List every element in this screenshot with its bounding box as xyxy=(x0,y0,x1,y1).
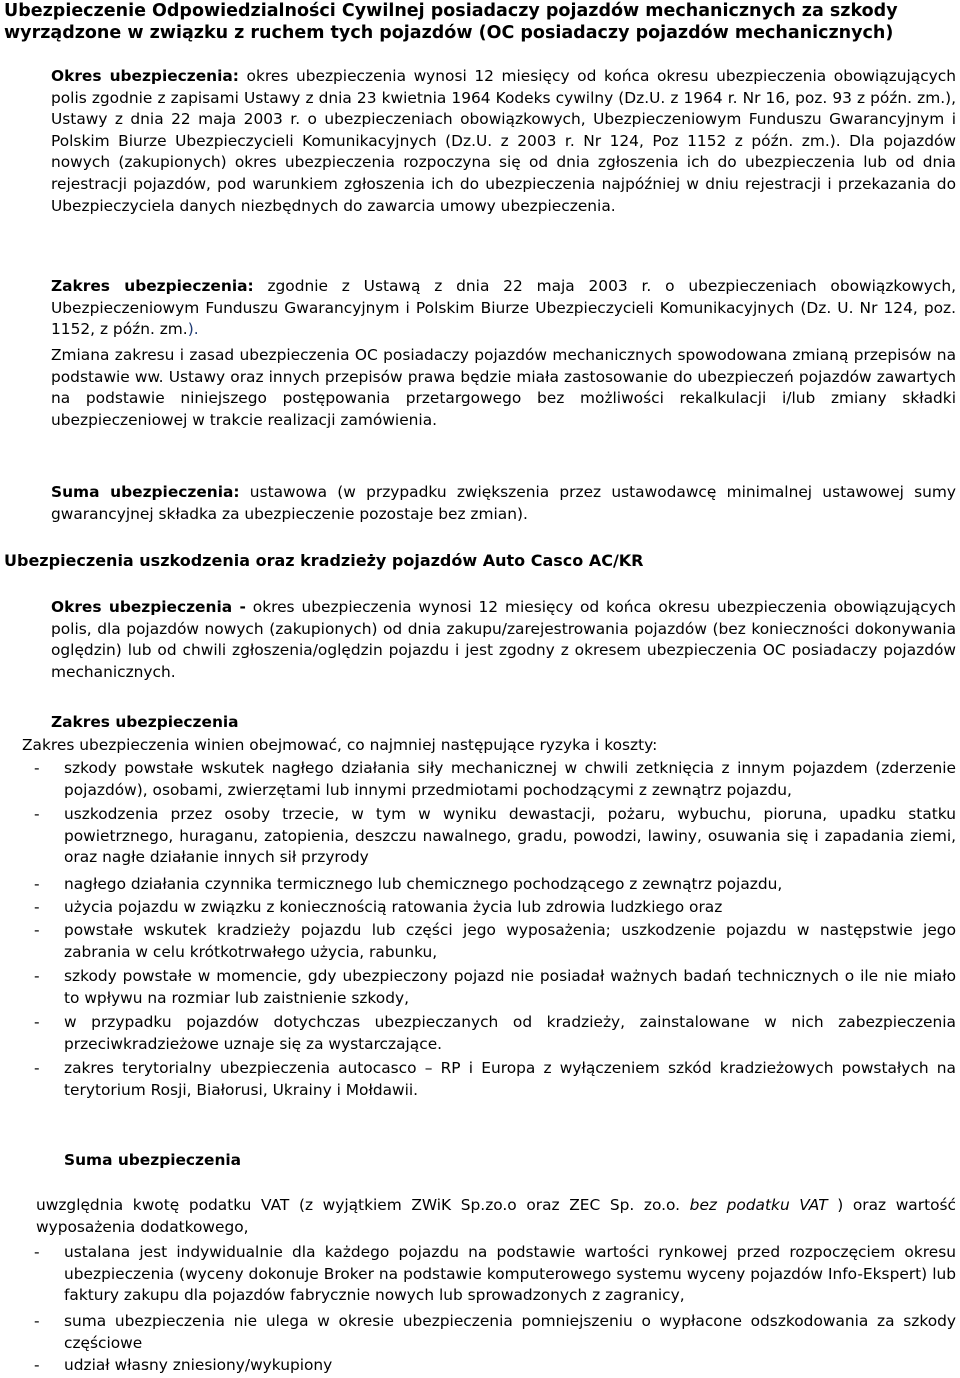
list-dash: - xyxy=(34,898,40,916)
oc-zakres-paragraph xyxy=(51,276,956,341)
oc-heading: Ubezpieczenie Odpowiedzialności Cywilnej posiadaczy pojazdów mechanicznych za szkody wyrządzone w związku z ruchem tych pojazdów (OC posiadaczy pojazdów mechanicznych) xyxy=(4,1,898,43)
list-dash: - xyxy=(34,921,40,939)
ac-okres-paragraph xyxy=(51,597,956,683)
oc-okres-paragraph xyxy=(51,66,956,217)
ac-okres-label: Okres ubezpieczenia - xyxy=(51,598,246,616)
risk-item-text: powstałe wskutek kradzieży pojazdu lub części jego wyposażenia; uszkodzenie pojazdu w następstwie jego zabrania w celu krótkotrwałego użycia, rabunku, xyxy=(64,921,956,961)
oc-zakres-label: Zakres ubezpieczenia: xyxy=(51,277,254,295)
oc-zakres-end: ). xyxy=(187,320,199,339)
suma-item-text: udział własny zniesiony/wykupiony xyxy=(64,1356,333,1374)
list-dash: - xyxy=(34,805,40,823)
suma-item-text: suma ubezpieczenia nie ulega w okresie ubezpieczenia pomniejszeniu o wypłacone odszkodowania za szkody częściowe xyxy=(64,1312,956,1352)
risk-item-text: użycia pojazdu w związku z koniecznością ratowania życia lub zdrowia ludzkiego oraz xyxy=(64,898,723,916)
ac-suma-intro xyxy=(36,1195,956,1238)
suma-item-text: ustalana jest indywidualnie dla każdego pojazdu na podstawie wartości rynkowej przed rozpoczęciem okresu ubezpieczenia (wyceny dokonuje Broker na podstawie komputerowego systemu wyceny pojazdów Info-Ekspert) lub faktury zakupu dla pojazdów fabrycznie nowych lub sprowadzonych z zagranicy, xyxy=(64,1243,956,1305)
ac-zakres-heading: Zakres ubezpieczenia xyxy=(51,713,239,731)
risk-item-text: zakres terytorialny ubezpieczenia autocasco – RP i Europa z wyłączeniem szkód kradzieżowych powstałych na terytorium Rosji, Białorusi, Ukrainy i Mołdawii. xyxy=(64,1059,956,1099)
oc-suma-label: Suma ubezpieczenia: xyxy=(51,483,240,501)
list-dash: - xyxy=(34,1356,40,1374)
ac-suma-heading: Suma ubezpieczenia xyxy=(64,1151,242,1169)
oc-okres-text: okres ubezpieczenia wynosi 12 miesięcy od końca okresu ubezpieczenia obowiązujących polis zgodnie z zapisami Ustawy z dnia 23 kwietnia 1964 Kodeks cywilny (Dz.U. z 1964 r. Nr 16, poz. 93 z późn. zm.), Ustawy z dnia 22 maja 2003 r. o ubezpieczeniach obowiązkowych, Ubezpieczeniowym Funduszu Gwarancyjnym i Polskim Biurze Ubezpieczycieli Komunikacyjnych (Dz.U. z 2003 r. Nr 124, Poz 1152 z późn. zm.). Dla pojazdów nowych (zakupionych) okres ubezpieczenia rozpoczyna się od dnia zgłoszenia ich do ubezpieczenia lub od dnia rejestracji pojazdów, pod warunkiem zgłoszenia ich do ubezpieczenia najpóźniej w dniu rejestracji i przekazania do Ubezpieczyciela danych niezbędnych do zawarcia umowy ubezpieczenia. xyxy=(51,67,956,215)
ac-suma-intro-italic: bez podatku VAT xyxy=(689,1196,828,1214)
risk-item-text: szkody powstałe w momencie, gdy ubezpieczony pojazd nie posiadał ważnych badań technicznych o ile nie miało to wpływu na rozmiar lub zaistnienie szkody, xyxy=(64,967,956,1007)
ac-suma-intro-end: ) oraz wartość wyposażenia dodatkowego, xyxy=(36,1196,956,1236)
ac-zakres-intro: Zakres ubezpieczenia winien obejmować, co najmniej następujące ryzyka i koszty: xyxy=(22,736,658,754)
oc-zakres-text: zgodnie z Ustawą z dnia 22 maja 2003 r. o ubezpieczeniach obowiązkowych, Ubezpieczeniowym Funduszu Gwarancyjnym i Polskim Biurze Ubezpieczycieli Komunikacyjnych (Dz. U. Nr 124, poz. 1152, z późn. zm. xyxy=(51,277,956,339)
ac-okres-text: okres ubezpieczenia wynosi 12 miesięcy od końca okresu ubezpieczenia obowiązujących polis, dla pojazdów nowych (zakupionych) od dnia zakupu/zarejestrowania pojazdów (bez konieczności dokonywania oględzin) lub od chwili zgłoszenia/oględzin pojazdu i jest zgodny z okresem ubezpieczenia OC posiadaczy pojazdów mechanicznych. xyxy=(51,598,956,681)
ac-heading: Ubezpieczenia uszkodzenia oraz kradzieży pojazdów Auto Casco AC/KR xyxy=(4,551,644,570)
list-dash: - xyxy=(34,759,40,777)
oc-okres-label: Okres ubezpieczenia: xyxy=(51,67,239,85)
list-dash: - xyxy=(34,1013,40,1031)
list-dash: - xyxy=(34,967,40,985)
risk-item-text: nagłego działania czynnika termicznego lub chemicznego pochodzącego z zewnątrz pojazdu, xyxy=(64,875,783,893)
oc-zmiana-paragraph: Zmiana zakresu i zasad ubezpieczenia OC posiadaczy pojazdów mechanicznych spowodowana zmianą przepisów na podstawie ww. Ustawy oraz innych przepisów prawa będzie miała zastosowanie do ubezpieczeń pojazdów zawartych na podstawie niniejszego postępowania przetargowego bez możliwości rekalkulacji i/lub zmiany składki ubezpieczeniowej w trakcie realizacji zamówienia. xyxy=(51,346,956,429)
risk-item-text: szkody powstałe wskutek nagłego działania siły mechanicznej w chwili zetknięcia z innym pojazdem (zderzenie pojazdów), osobami, zwierzętami lub innymi przedmiotami pochodzącymi z zewnątrz pojazdu, xyxy=(64,759,956,799)
list-dash: - xyxy=(34,1059,40,1077)
list-dash: - xyxy=(34,1312,40,1330)
oc-suma-paragraph xyxy=(51,482,956,525)
risk-item-text: w przypadku pojazdów dotychczas ubezpieczanych od kradzieży, zainstalowane w nich zabezpieczenia przeciwkradzieżowe uznaje się za wystarczające. xyxy=(64,1013,956,1053)
ac-suma-intro-text: uwzględnia kwotę podatku VAT (z wyjątkiem ZWiK Sp.zo.o oraz ZEC Sp. zo.o. xyxy=(36,1196,690,1214)
risk-item-text: uszkodzenia przez osoby trzecie, w tym w wyniku dewastacji, pożaru, wybuchu, pioruna, upadku statku powietrznego, huraganu, zatopienia, deszczu nawalnego, gradu, powodzi, lawiny, osuwania się i zapadania ziemi, oraz nagłe działanie innych sił przyrody xyxy=(64,805,956,867)
oc-suma-text: ustawowa (w przypadku zwiększenia przez ustawodawcę minimalnej ustawowej sumy gwarancyjnej składka za ubezpieczenie pozostaje bez zmian). xyxy=(51,483,956,523)
list-dash: - xyxy=(34,875,40,893)
list-dash: - xyxy=(34,1243,40,1261)
